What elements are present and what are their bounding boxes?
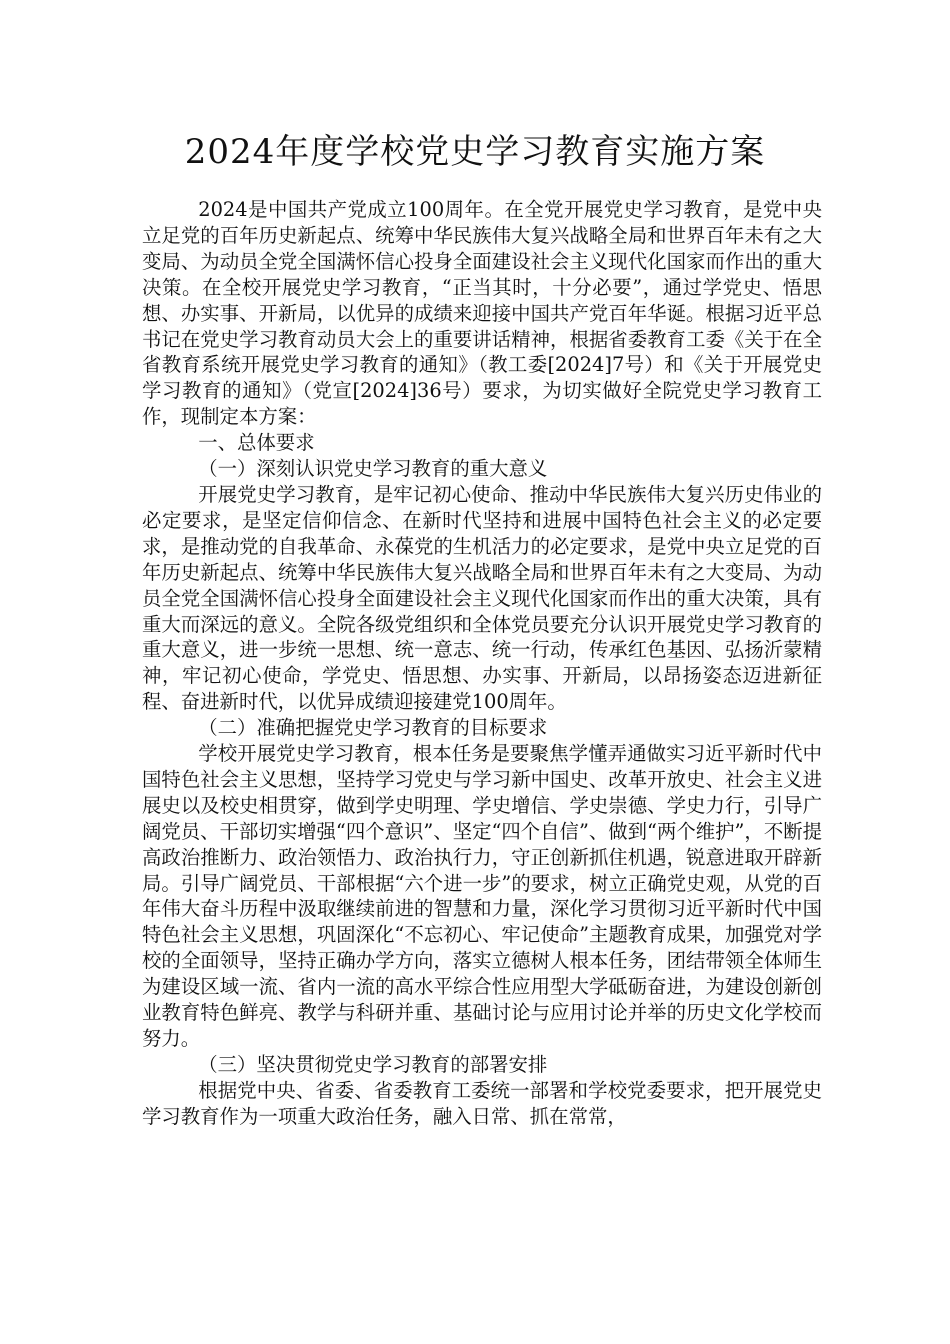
section-heading-general-requirements: 一、总体要求 <box>198 431 315 455</box>
subsection-heading-3: （三）坚决贯彻党史学习教育的部署安排 <box>198 1052 548 1076</box>
document-title: 2024年度学校党史学习教育实施方案 <box>184 132 766 172</box>
paragraph-goals: 学校开展党史学习教育，根本任务是要聚焦学懂弄通做实习近平新时代中国特色社会主义思想，坚持学习党史与学习新中国史、改革开放史、社会主义进展史以及校史相贯穿，做到学史明理、学史增信、学史崇德、学史力行，引导广阔党员、干部切实增强“四个意识”、坚定“四个自信”、做到“两个维护”，不断提高政治推断力、政治领悟力、政治执行力，守正创新抓住机遇，锐意进取开辟新局。引导广阔党员、干部根据“六个进一步”的要求，树立正确党史观，从党的百年伟大奋斗历程中汲取继续前进的智慧和力量，深化学习贯彻习近平新时代中国特色社会主义思想，巩固深化“不忘初心、牢记使命”主题教育成果，加强党对学校的全面领导，坚持正确办学方向，落实立德树人根本任务，团结带领全体师生为建设区域一流、省内一流的高水平综合性应用型大学砥砺奋进，为建设创新创业教育特色鲜亮、教学与科研并重、基础讨论与应用讨论并举的历史文化学校而努力。 <box>142 742 822 1050</box>
document-body <box>142 197 822 1130</box>
intro-paragraph: 2024是中国共产党成立100周年。在全党开展党史学习教育，是党中央立足党的百年历史新起点、统筹中华民族伟大复兴战略全局和世界百年未有之大变局、为动员全党全国满怀信心投身全面建设社会主义现代化国家而作出的重大决策。在全校开展党史学习教育，“正当其时，十分必要”，通过学党史、悟思想、办实事、开新局，以优异的成绩来迎接中国共产党百年华诞。根据习近平总书记在党史学习教育动员大会上的重要讲话精神，根据省委教育工委《关于在全省教育系统开展党史学习教育的通知》（教工委[2024]7号）和《关于开展党史学习教育的通知》（党宣[2024]36号）要求，为切实做好全院党史学习教育工作，现制定本方案： <box>142 198 822 429</box>
paragraph-significance: 开展党史学习教育，是牢记初心使命、推动中华民族伟大复兴历史伟业的必定要求，是坚定信仰信念、在新时代坚持和进展中国特色社会主义的必定要求，是推动党的自我革命、永葆党的生机活力的必定要求，是党中央立足党的百年历史新起点、统筹中华民族伟大复兴战略全局和世界百年未有之大变局、为动员全党全国满怀信心投身全面建设社会主义现代化国家而作出的重大决策，具有重大而深远的意义。全院各级党组织和全体党员要充分认识开展党史学习教育的重大意义，进一步统一思想、统一意志、统一行动，传承红色基因、弘扬沂蒙精神，牢记初心使命，学党史、悟思想、办实事、开新局，以昂扬姿态迈进新征程、奋进新时代，以优异成绩迎接建党100周年。 <box>142 482 822 714</box>
subsection-heading-1: （一）深刻认识党史学习教育的重大意义 <box>198 457 548 481</box>
subsection-heading-2: （二）准确把握党史学习教育的目标要求 <box>198 716 548 740</box>
paragraph-arrangements: 根据党中央、省委、省委教育工委统一部署和学校党委要求，把开展党史学习教育作为一项重大政治任务，融入日常、抓在常常， <box>142 1078 822 1128</box>
